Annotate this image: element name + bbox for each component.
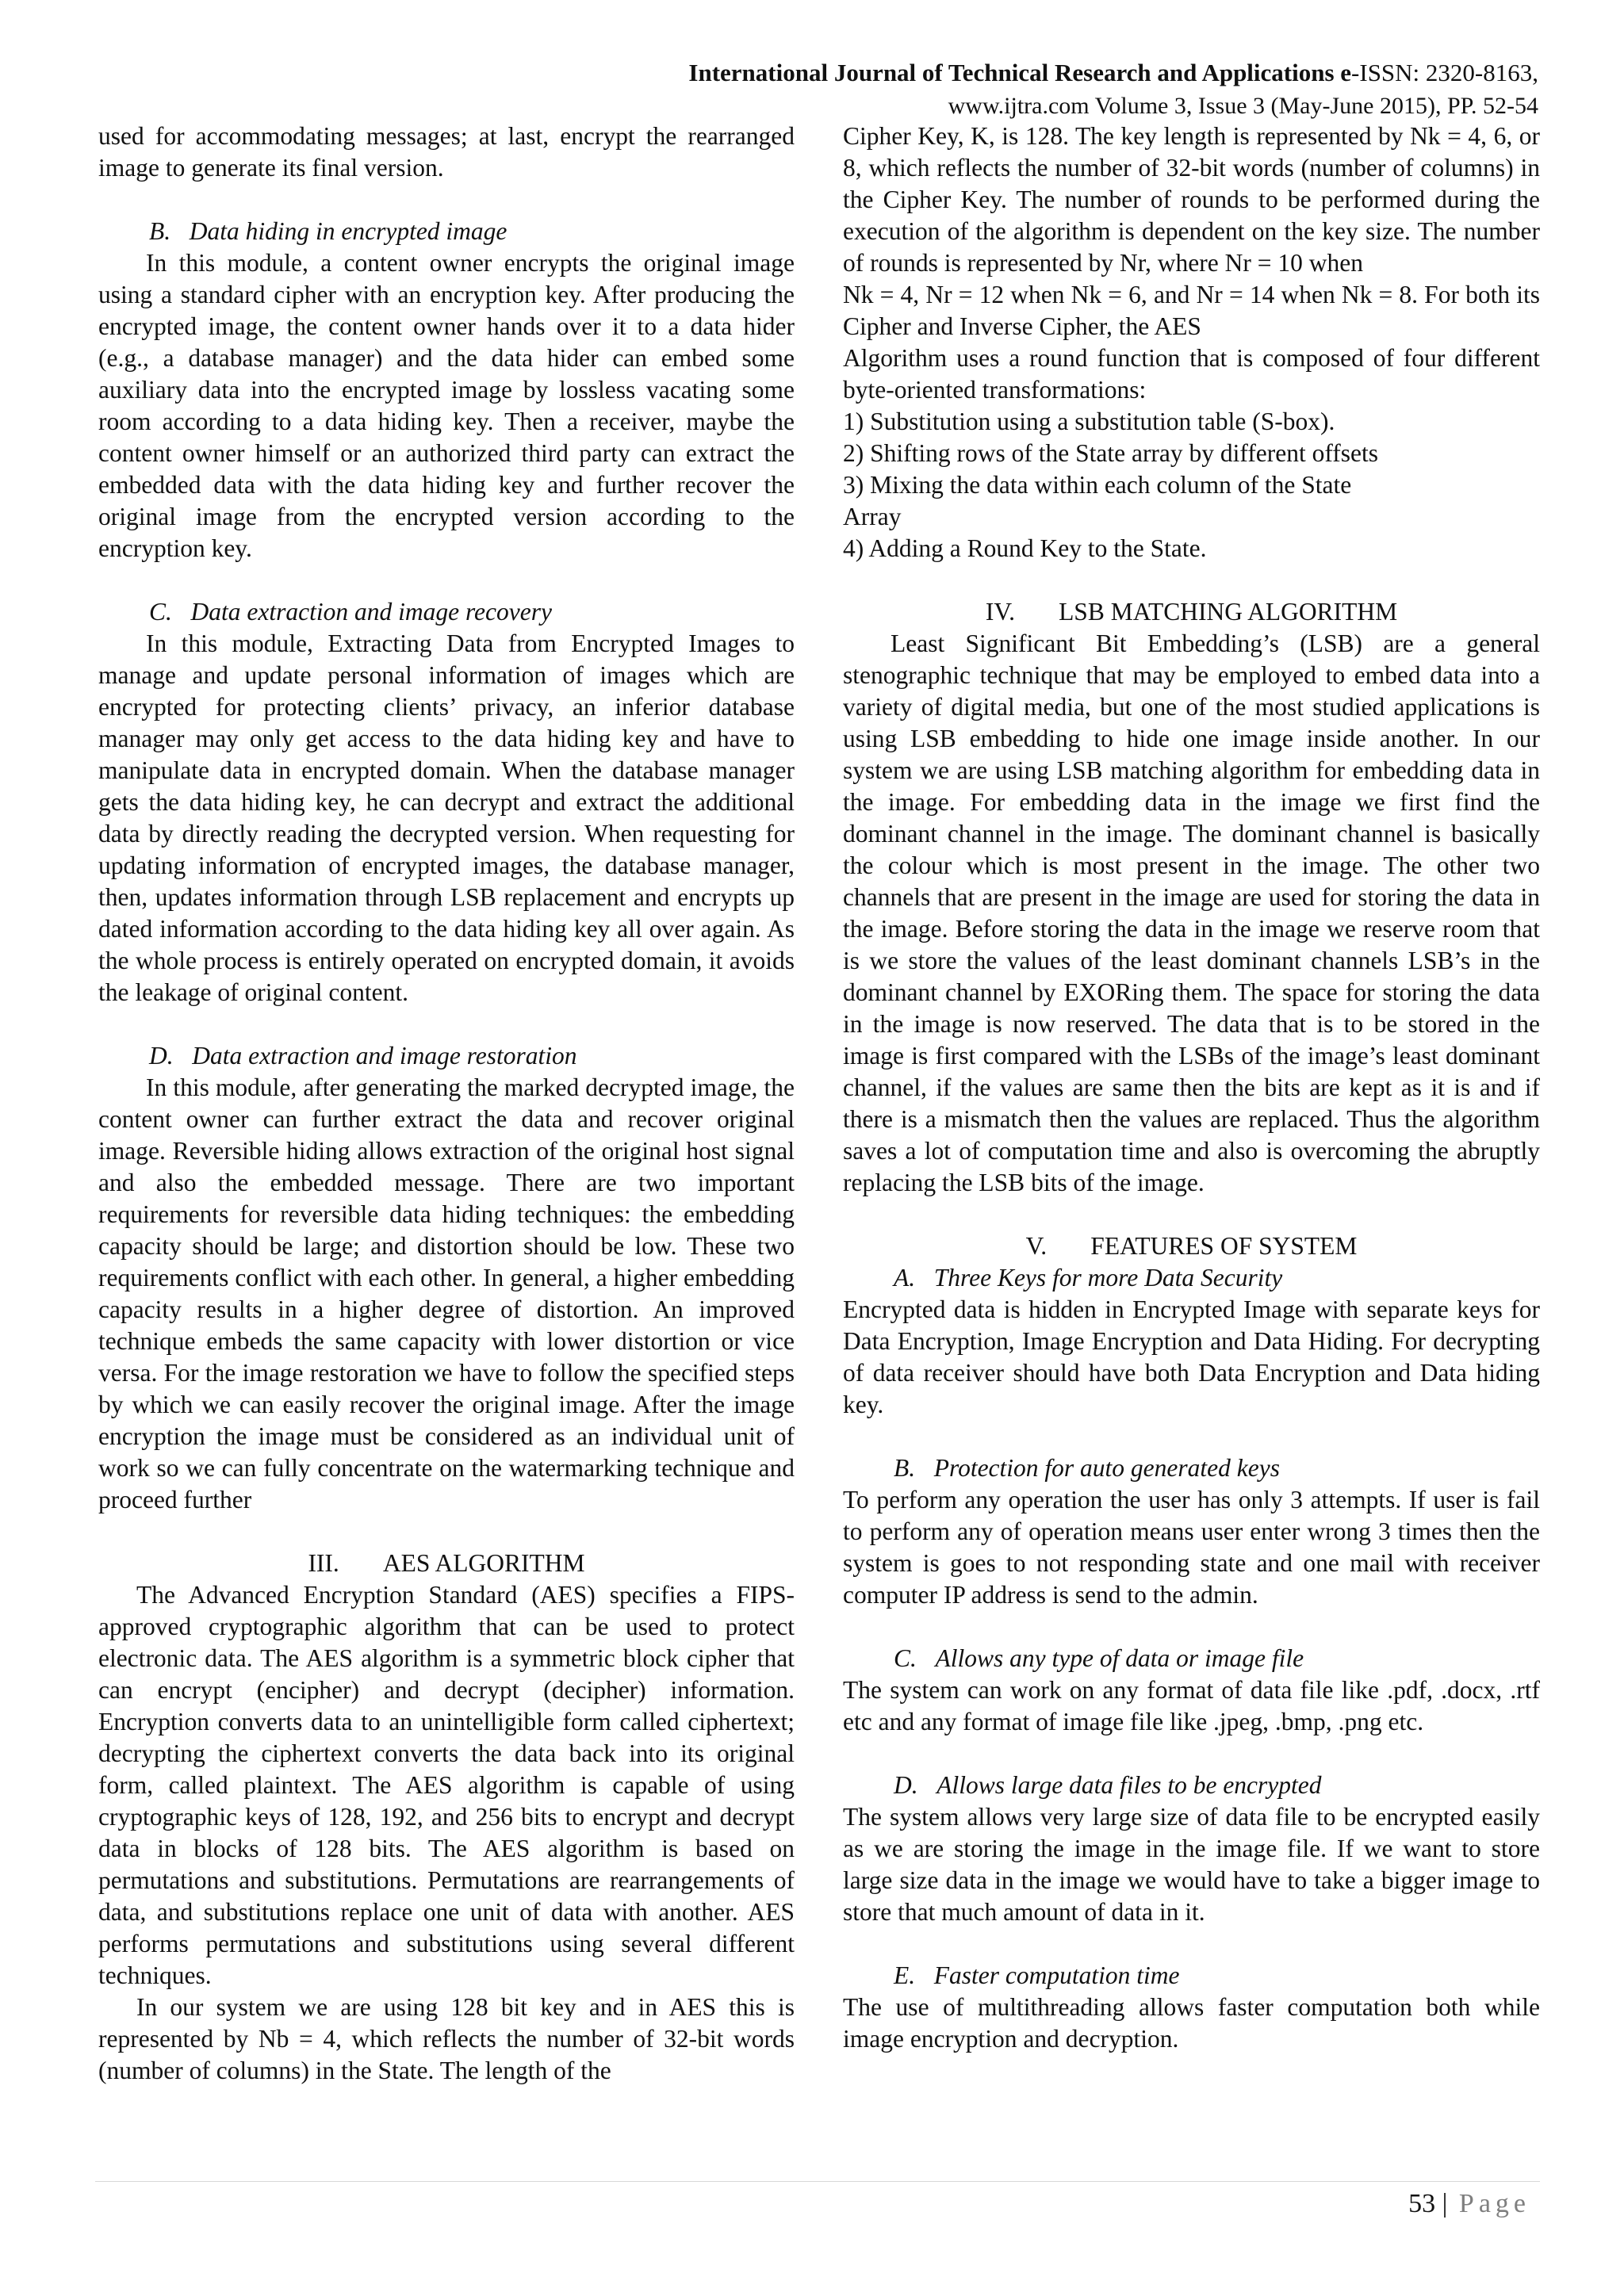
page-label: Page [1447,2189,1530,2218]
section-heading: III. AES ALGORITHM [308,1549,585,1577]
list-item: 3) Mixing the data within each column of the State [843,471,1352,499]
paragraph: Nk = 4, Nr = 12 when Nk = 6, and Nr = 14 when Nk = 8. For both its Cipher and Inverse Cipher, the AES [843,281,1540,340]
paragraph: Algorithm uses a round function that is composed of four different byte-oriented transformations: [843,344,1540,404]
subsection-heading: E. Faster computation time [894,1961,1180,1989]
paragraph: In this module, after generating the marked decrypted image, the content owner can further extract the data and recover original image. Reversible hiding allows extraction of the original host signal and also the embedded message. There are two important requirements for reversible data hiding techniques: the embedding capacity should be large; and distortion should be low. These two requirements conflict with each other. In general, a higher embedding capacity results in a higher degree of distortion. An improved technique embeds the same capacity with lower distortion or vice versa. For the image restoration we have to follow the specified steps by which we can easily recover the original image. After the image encryption the image must be considered as an individual unit of work so we can fully concentrate on the watermarking technique and proceed further [98,1073,795,1513]
footer-divider [95,2181,1540,2182]
list-item: 2) Shifting rows of the State array by different offsets [843,439,1379,467]
list-item: 1) Substitution using a substitution table (S-box). [843,408,1335,435]
paragraph: In this module, a content owner encrypts the original image using a standard cipher with an encryption key. After producing the encrypted image, the content owner hands over it to a data hider (e.g., a database manager) and the data hider can embed some auxiliary data into the encrypted image by lossless vacating some room according to a data hiding key. Then a receiver, maybe the content owner himself or an authorized third party can extract the embedded data with the data hiding key and further recover the original image from the encrypted version according to the encryption key. [98,249,795,562]
paragraph: The Advanced Encryption Standard (AES) specifies a FIPS-approved cryptographic algorithm that can be used to protect electronic data. The AES algorithm is a symmetric block cipher that can encrypt (encipher) and decrypt (decipher) information. Encryption converts data to an unintelligible form called ciphertext; decrypting the ciphertext converts the data back into its original form, called plaintext. The AES algorithm is capable of using cryptographic keys of 128, 192, and 256 bits to encrypt and decrypt data in blocks of 128 bits. The AES algorithm is based on permutations and substitutions. Permutations are rearrangements of data, and substitutions replace one unit of data with another. AES performs permutations and substitutions using several different techniques. [98,1581,795,1989]
paragraph: The use of multithreading allows faster computation both while image encryption and decryption. [843,1993,1540,2053]
list-item-continued: Array [843,503,902,530]
paragraph: In this module, Extracting Data from Encrypted Images to manage and update personal information of images which are encrypted for protecting clients’ privacy, an inferior database manager may only get access to the data hiding key and have to manipulate data in encrypted domain. When the database manager gets the data hiding key, he can decrypt and extract the additional data by directly reading the decrypted version. When requesting for updating information of encrypted images, the database manager, then, updates information through LSB replacement and encrypts up dated information according to the data hiding key all over again. As the whole process is entirely operated on encrypted domain, it avoids the leakage of original content. [98,629,795,1006]
journal-issn: -ISSN: 2320-8163, [1351,59,1538,86]
section-heading: IV. LSB MATCHING ALGORITHM [985,598,1398,626]
left-column [98,121,795,2087]
paragraph: In our system we are using 128 bit key and in AES this is represented by Nb = 4, which reflects the number of 32-bit words (number of columns) in the State. The length of the [98,1993,795,2084]
right-column [843,121,1540,2055]
page-number: 53 | [1408,2189,1448,2218]
paragraph: Cipher Key, K, is 128. The key length is represented by Nk = 4, 6, or 8, which reflects the number of 32-bit words (number of columns) in the Cipher Key. The number of rounds to be performed during the execution of the algorithm is dependent on the key size. The number of rounds is represented by Nr, where Nr = 10 when [843,122,1540,277]
paragraph: used for accommodating messages; at last, encrypt the rearranged image to generate its final version. [98,122,795,182]
page-footer [1408,2188,1530,2220]
subsection-heading: D. Allows large data files to be encrypted [894,1771,1322,1799]
list-item: 4) Adding a Round Key to the State. [843,534,1207,562]
paragraph: The system allows very large size of data file to be encrypted easily as we are storing the image in the image file. If we want to store large size data in the image we would have to take a bigger image to store that much amount of data in it. [843,1803,1540,1926]
subsection-heading: D. Data extraction and image restoration [149,1042,577,1070]
paragraph: Encrypted data is hidden in Encrypted Image with separate keys for Data Encryption, Image Encryption and Data Hiding. For decrypting of data receiver should have both Data Encryption and Data hiding key. [843,1295,1540,1418]
paragraph: The system can work on any format of data file like .pdf, .docx, .rtf etc and any format of image file like .jpeg, .bmp, .png etc. [843,1676,1540,1735]
subsection-heading: C. Data extraction and image recovery [149,598,552,626]
journal-volume-info: www.ijtra.com Volume 3, Issue 3 (May-June 2015), PP. 52-54 [948,93,1538,119]
subsection-heading: C. Allows any type of data or image file [894,1644,1304,1672]
paragraph: To perform any operation the user has only 3 attempts. If user is fail to perform any of operation means user enter wrong 3 times then the system is goes to not responding state and one mail with receiver computer IP address is send to the admin. [843,1486,1540,1609]
paragraph: Least Significant Bit Embedding’s (LSB) are a general stenographic technique that may be employed to embed data into a variety of digital media, but one of the most studied applications is using LSB embedding to hide one image inside another. In our system we are using LSB matching algorithm for embedding data in the image. For embedding data in the image we first find the dominant channel in the image. The dominant channel is basically the colour which is most present in the image. The other two channels that are present in the image are used for storing the data in the image. Before storing the data in the image we reserve room that is we store the values of the least dominant channels LSB’s in the dominant channel by EXORing them. The space for storing the data in the image is now reserved. The data that is to be stored in the image is first compared with the LSBs of the image’s least dominant channel, if the values are same then the bits are kept as it is and if there is a mismatch then the values are replaced. Thus the algorithm saves a lot of computation time and also is overcoming the abruptly replacing the LSB bits of the image. [843,629,1540,1196]
subsection-heading: B. Data hiding in encrypted image [149,217,508,245]
subsection-heading: B. Protection for auto generated keys [894,1454,1280,1482]
journal-title: International Journal of Technical Research and Applications e [688,59,1352,86]
section-heading: V. FEATURES OF SYSTEM [1025,1232,1358,1260]
subsection-heading: A. Three Keys for more Data Security [894,1264,1283,1292]
journal-header [688,57,1538,89]
